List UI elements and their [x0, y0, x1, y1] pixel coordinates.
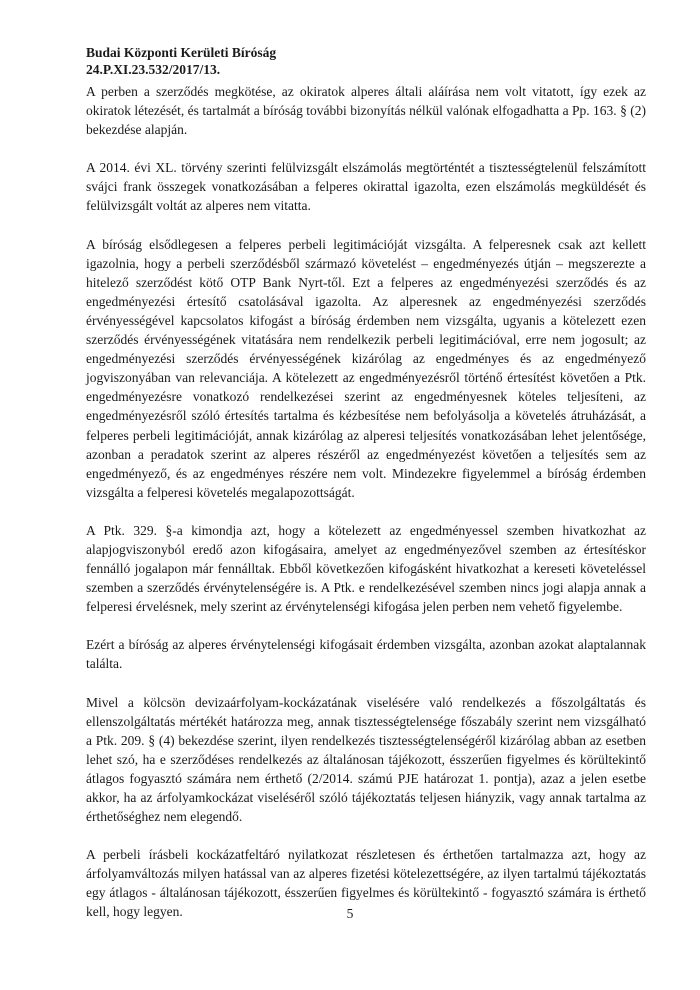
case-number: 24.P.XI.23.532/2017/13.	[86, 62, 221, 77]
paragraph: A perbeli írásbeli kockázatfeltáró nyilatkozat részletesen és érthetően tartalmazza azt, hogy az árfolyamváltozás milyen hatással van az alperes fizetési kötelezettségére, az ilyen tartalmú tájékoztatás egy átlagos - általánosan tájékozott, ésszerűen figyelmes és körültekintő - fogyasztó számára is érthető kell, hogy legyen.	[86, 847, 646, 920]
paragraph: Ezért a bíróság az alperes érvénytelenségi kifogásait érdemben vizsgálta, azonban azokat alaptalannak találta.	[86, 637, 646, 672]
court-name: Budai Központi Kerületi Bíróság	[86, 45, 277, 60]
document-header	[86, 44, 646, 78]
paragraph: Mivel a kölcsön devizaárfolyam-kockázatának viselésére való rendelkezés a főszolgáltatás és ellenszolgáltatás mértékét határozza meg, annak tisztességtelensége főszabály szerint nem vizsgálható a Ptk. 209. § (4) bekezdése szerint, ilyen rendelkezés tisztességtelenségéről kizárólag abban az esetben lehet szó, ha e szerződéses rendelkezés az általánosan tájékozott, ésszerűen figyelmes és körültekintő átlagos fogyasztó számára nem érthető (2/2014. számú PJE határozat 1. pontja), azaz a jelen esetbe akkor, ha az árfolyamkockázat viseléséről szóló tájékoztatás teljesen hiányzik, vagy annak tartalma az érthetőséghez nem elegendő.	[86, 694, 646, 825]
paragraph: A 2014. évi XL. törvény szerinti felülvizsgált elszámolás megtörténtét a tisztességtelenül felszámított svájci frank összegek vonatkozásában a felperes okirattal igazolta, ezen elszámolás megküldését és felülvizsgált voltát az alperes nem vitatta.	[86, 160, 646, 214]
document-body	[86, 82, 646, 941]
paragraph: A bíróság elsődlegesen a felperes perbeli legitimációját vizsgálta. A felperesnek csak azt kellett igazolnia, hogy a perbeli szerződésből származó követelést – engedményezés útján – megszerezte a hitelező szerződést kötő OTP Bank Nyrt-től. Ezt a felperes az engedményezési szerződés és az engedményezési értesítő csatolásával igazolta. Az alperesnek az engedményezési szerződés érvényességével kapcsolatos kifogást a bíróság érdemben nem vizsgálta, ugyanis a kötelezett ezen szerződés érvényességének vitatására nem rendelkezik perbeli legitimációval, erre nem jogosult; az engedményezési szerződés érvényességének kizárólag az engedményes és az engedményező jogviszonyában van relevanciája. A kötelezett az engedményezésről történő értesítést követően a Ptk. engedményezésre vonatkozó rendelkezései szerint az engedményesnek köteles teljesíteni, az engedményezésről szóló értesítés tartalma és kézbesítése nem befolyásolja a követelés átruházását, a felperes perbeli legitimációját, annak kizárólag az alperesi teljesítés vonatkozásában lehet jelentősége, azonban a peradatok szerint az alperes részéről az engedményezést követően a teljesítés sem az engedményező, és az engedményes részére nem volt. Mindezekre figyelemmel a bíróság érdemben vizsgálta a felperesi követelés megalapozottságát.	[86, 236, 646, 500]
page-number: 5	[346, 906, 354, 921]
paragraph: A perben a szerződés megkötése, az okiratok alperes általi aláírása nem volt vitatott, így ezek az okiratok létezését, és tartalmát a bíróság további bizonyítás nélkül valónak elfogadhatta a Pp. 163. § (2) bekezdése alapján.	[86, 84, 646, 138]
paragraph: A Ptk. 329. §-a kimondja azt, hogy a kötelezett az engedményessel szemben hivatkozhat az alapjogviszonyból eredő azon kifogásaira, amelyet az engedményezővel szemben az értesítéskor fennálló jogalapon már fennálltak. Ebből következően kifogásként hivatkozhat a kereseti követeléssel szemben a szerződés érvénytelenségére is. A Ptk. e rendelkezésével szemben nincs jogi alapja annak a felperesi érvelésnek, mely szerint az érvénytelenségi kifogása jelen perben nem vehető figyelembe.	[86, 522, 646, 615]
